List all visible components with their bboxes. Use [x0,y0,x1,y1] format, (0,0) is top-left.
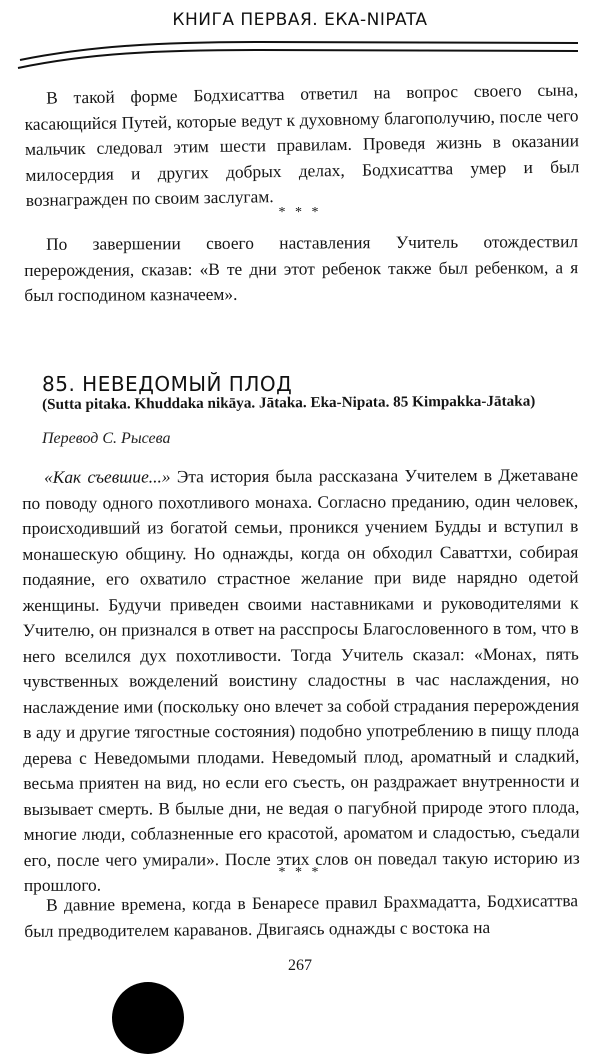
running-head: КНИГА ПЕРВАЯ. ЕКА-NIPATA [172,10,428,30]
scan-thumb-shadow [112,982,184,1054]
chapter-title: 85. НЕВЕДОМЫЙ ПЛОД [42,372,293,396]
paragraph-teacher-identification: По завершении своего наставления Учитель отождествил перерождения, сказав: «В те дни этот ребенок также был ребенком, а я был господином казначеем». [24,231,579,305]
decorative-header-rule [0,38,600,78]
paragraph-previous-ending [24,77,580,213]
story-start-paragraph: В давние времена, когда в Бенаресе правил Брахмадатта, Бодхисаттва был предводителем караванов. Двигаясь однажды с востока на [24,890,579,941]
page-number: 267 [288,957,312,974]
section-separator: * * * [278,205,322,220]
section-separator-2: * * * [278,865,322,880]
story-start-block [24,888,578,944]
intro-lead-quote: «Как съевшие...» [44,466,171,487]
translator-credit: Перевод С. Рысева [42,430,171,447]
paragraph-bodhisattva-answer: В такой форме Бодхисаттва ответил на вопрос своего сына, касающийся Путей, которые ведут к духовному благополучию, после чего мальчик следовал этим шести правилам. Проведя жизнь в оказании милосердия и других добрых делах, Бодхисаттва умер и был вознагражден по своим заслугам. [24,79,580,210]
chapter-intro-block [22,463,580,899]
chapter-intro-paragraph [22,463,580,899]
paragraph-teacher-identification-block [24,229,578,308]
chapter-source-reference: (Sutta pitaka. Khuddaka nikāya. Jātaka. Eka-Nipata. 85 Kimpakka-Jātaka) [42,392,536,413]
intro-body-text: Эта история была рассказана Учителем в Джетаване по поводу одного похотливого монаха. Согласно преданию, один человек, происходивший из богатой семьи, проникся учением Будды и вступил в монашескую общину. Но однажды, когда он обходил Саваттхи, собирая подаяние, его охватило страстное желание при виде нарядно одетой женщины. Будучи приведен своими наставниками и руководителями к Учителю, он признался в ответ на расспросы Благословенного в том, что в него вселился дух похотливости. Тогда Учитель сказал: «Монах, пять чувственных вожделений воистину сладостны в час наслаждения, но наслаждение ими (поскольку оно влечет за собой страдания перерождения в аду и другие тягостные состояния) подобно употреблению в пищу плода дерева с Неведомыми плодами. Неведомый плод, ароматный и сладкий, весьма приятен на вид, но если его съесть, он раздражает внутренности и вызывает смерть. В былые дни, не ведая о пагубной природе этого плода, многие люди, соблазненные его красотой, ароматом и сладостью, съедали его, после чего умирали». После этих слов он поведал такую историю из прошлого. [22,464,580,895]
